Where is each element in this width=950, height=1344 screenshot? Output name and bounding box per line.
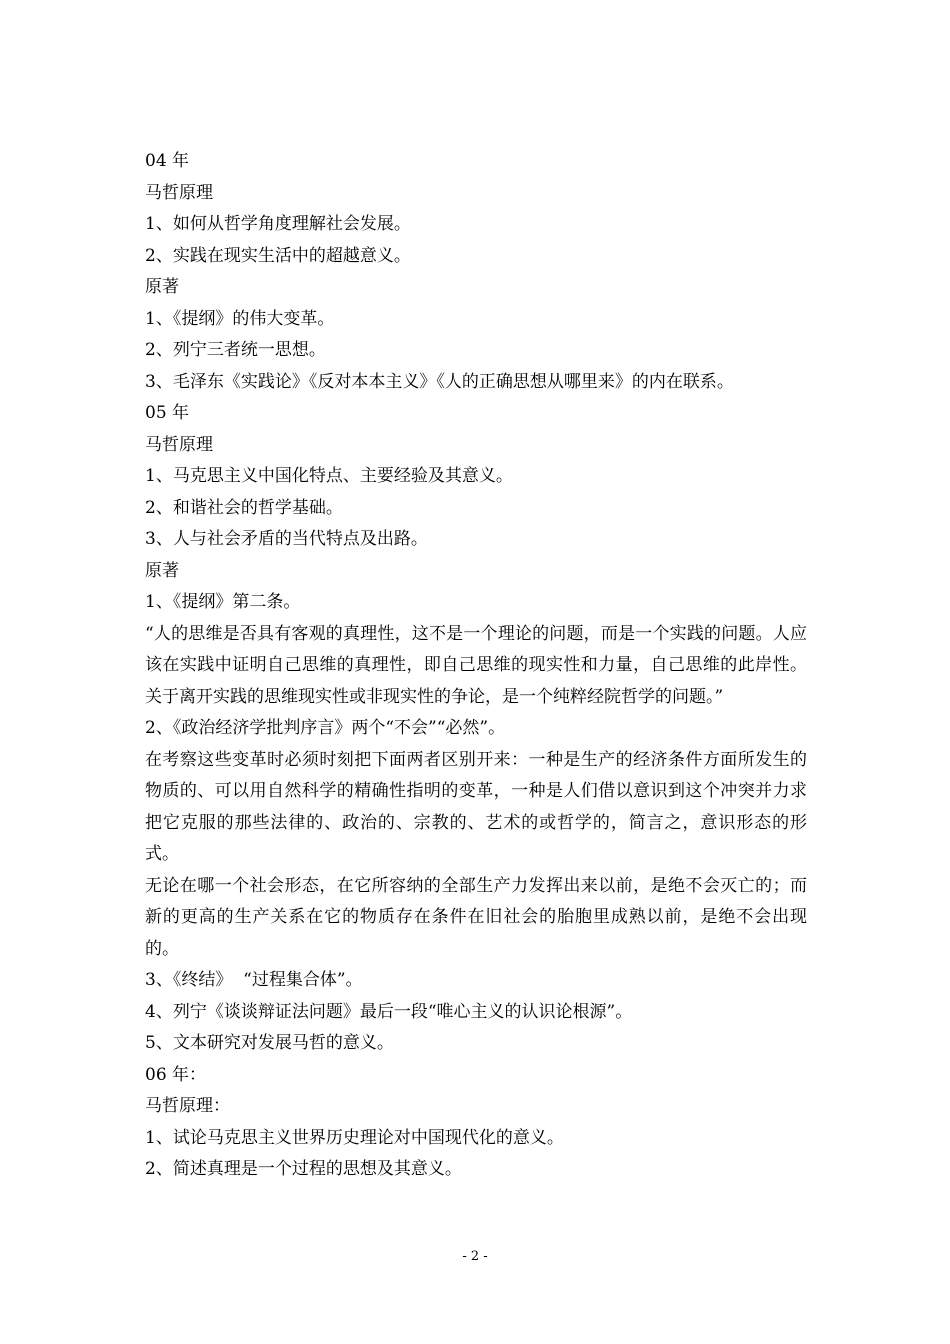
question-04-original-1: 1、《提纲》的伟大变革。: [145, 308, 335, 329]
question-05-1: 1、马克思主义中国化特点、主要经验及其意义。: [145, 466, 513, 486]
question-05-original-4: 4、列宁《谈谈辩证法问题》最后一段“唯心主义的认识论根源”。: [145, 1001, 633, 1022]
question-06-2: 2、简述真理是一个过程的思想及其意义。: [145, 1159, 462, 1179]
question-05-3: 3、人与社会矛盾的当代特点及出路。: [145, 529, 428, 549]
question-04-1: 1、如何从哲学角度理解社会发展。: [145, 214, 411, 234]
section-original-works-05: 原著: [145, 560, 179, 581]
paragraph-change: 在考察这些变革时必须时刻把下面两者区别开来：一种是生产的经济条件方面所发生的物质的、可以用自然科学的精确性指明的变革，一种是人们借以意识到这个冲突并力求把它克服的那些法律的、政治的、宗教的、艺术的或哲学的，简言之，意识形态的形式。: [145, 749, 807, 864]
quote-paragraph: “人的思维是否具有客观的真理性，这不是一个理论的问题，而是一个实践的问题。人应该在实践中证明自己思维的真理性，即自己思维的现实性和力量，自己思维的此岸性。关于离开实践的思维现实性或非现实性的争论，是一个纯粹经院哲学的问题。”: [145, 623, 807, 707]
document-body: [145, 146, 807, 1186]
question-04-original-3: 3、毛泽东《实践论》《反对本本主义》《人的正确思想从哪里来》的内在联系。: [145, 371, 734, 392]
heading-year-05: 05 年: [145, 403, 190, 423]
section-original-works-04: 原著: [145, 277, 179, 297]
question-04-original-2: 2、列宁三者统一思想。: [145, 340, 326, 360]
question-05-original-1: 1、《提纲》第二条。: [145, 592, 301, 612]
page-number: - 2 -: [462, 1249, 488, 1264]
paragraph-never: 无论在哪一个社会形态，在它所容纳的全部生产力发挥出来以前，是绝不会灭亡的；而新的更高的生产关系在它的物质存在条件在旧社会的胎胞里成熟以前，是绝不会出现的。: [145, 875, 807, 959]
question-04-2: 2、实践在现实生活中的超越意义。: [145, 245, 411, 266]
question-05-original-2: 2、《政治经济学批判序言》两个“不会”“必然”。: [145, 718, 506, 738]
question-06-1: 1、试论马克思主义世界历史理论对中国现代化的意义。: [145, 1127, 564, 1148]
section-principles-06: 马哲原理：: [145, 1096, 230, 1116]
section-principles-04: 马哲原理: [145, 182, 213, 203]
question-05-original-5: 5、文本研究对发展马哲的意义。: [145, 1033, 394, 1053]
question-05-2: 2、和谐社会的哲学基础。: [145, 497, 343, 518]
section-principles-05: 马哲原理: [145, 434, 213, 455]
heading-year-04: 04 年: [145, 151, 190, 171]
question-05-original-3: 3、《终结》 “过程集合体”。: [145, 970, 363, 990]
heading-year-06: 06 年：: [145, 1064, 207, 1085]
